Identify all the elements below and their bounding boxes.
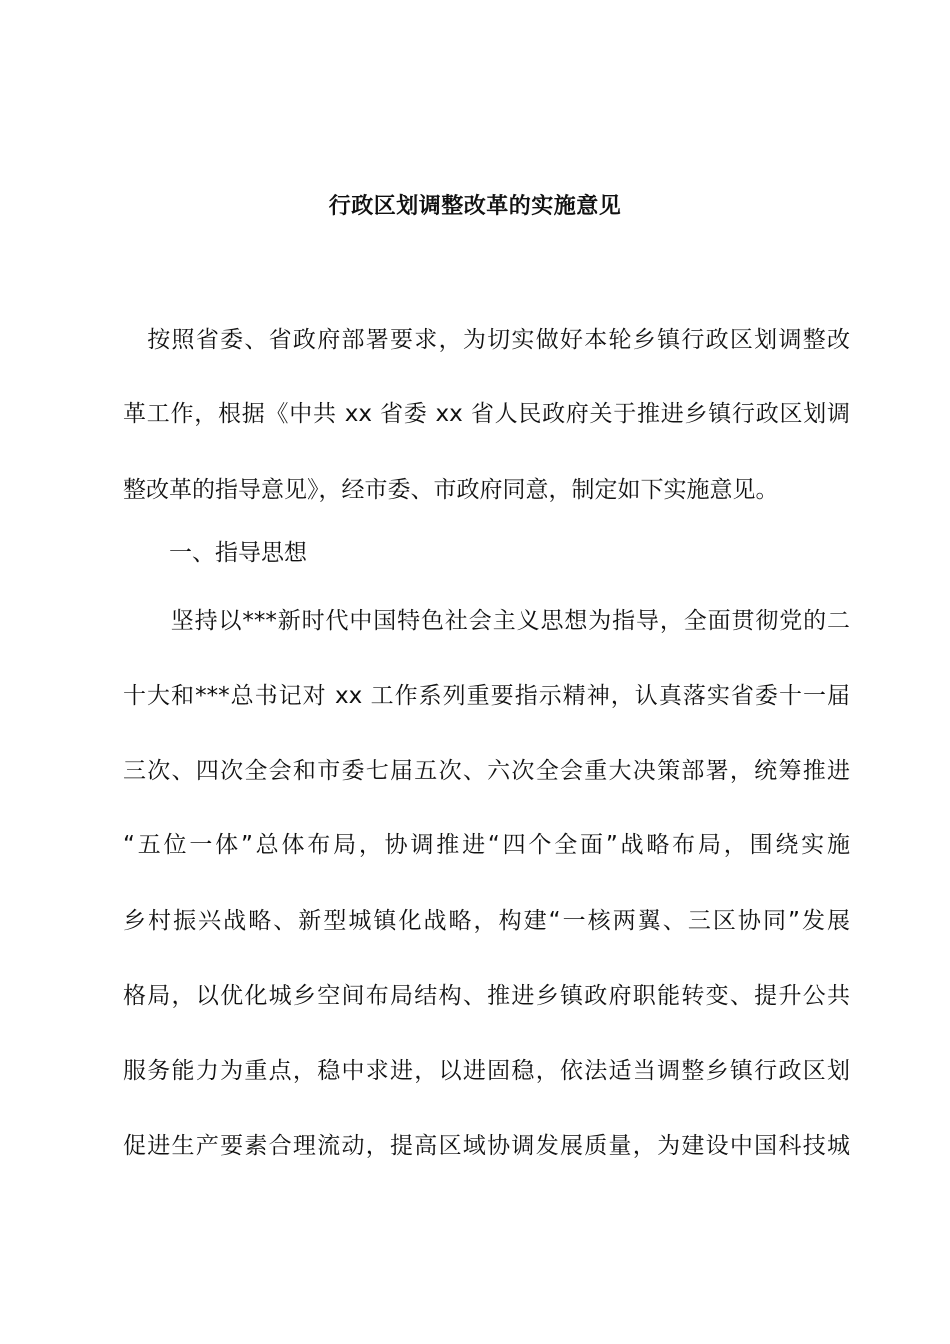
paragraph-line: 服务能力为重点，稳中求进，以进固稳，依法适当调整乡镇行政区划	[123, 1058, 850, 1084]
section-heading: 一、指导思想	[123, 540, 307, 566]
paragraph-line: 三次、四次全会和市委七届五次、六次全会重大决策部署，统筹推进	[123, 758, 850, 784]
paragraph-line: 格局，以优化城乡空间布局结构、推进乡镇政府职能转变、提升公共	[123, 983, 850, 1009]
paragraph-line: “五位一体”总体布局，协调推进“四个全面”战略布局，围绕实施	[123, 832, 850, 858]
document-title: 行政区划调整改革的实施意见	[328, 194, 622, 219]
paragraph-line: 按照省委、省政府部署要求，为切实做好本轮乡镇行政区划调整改	[123, 327, 850, 353]
paragraph-line: 乡村振兴战略、新型城镇化战略，构建“一核两翼、三区协同”发展	[123, 908, 850, 934]
paragraph-line: 革工作，根据《中共 xx 省委 xx 省人民政府关于推进乡镇行政区划调	[123, 401, 850, 427]
paragraph-line: 十大和***总书记对 xx 工作系列重要指示精神，认真落实省委十一届	[123, 683, 850, 709]
paragraph-line: 促进生产要素合理流动，提高区域协调发展质量，为建设中国科技城	[123, 1133, 850, 1159]
paragraph-line: 整改革的指导意见》，经市委、市政府同意，制定如下实施意见。	[123, 477, 779, 503]
paragraph-line: 坚持以***新时代中国特色社会主义思想为指导，全面贯彻党的二	[123, 608, 850, 634]
